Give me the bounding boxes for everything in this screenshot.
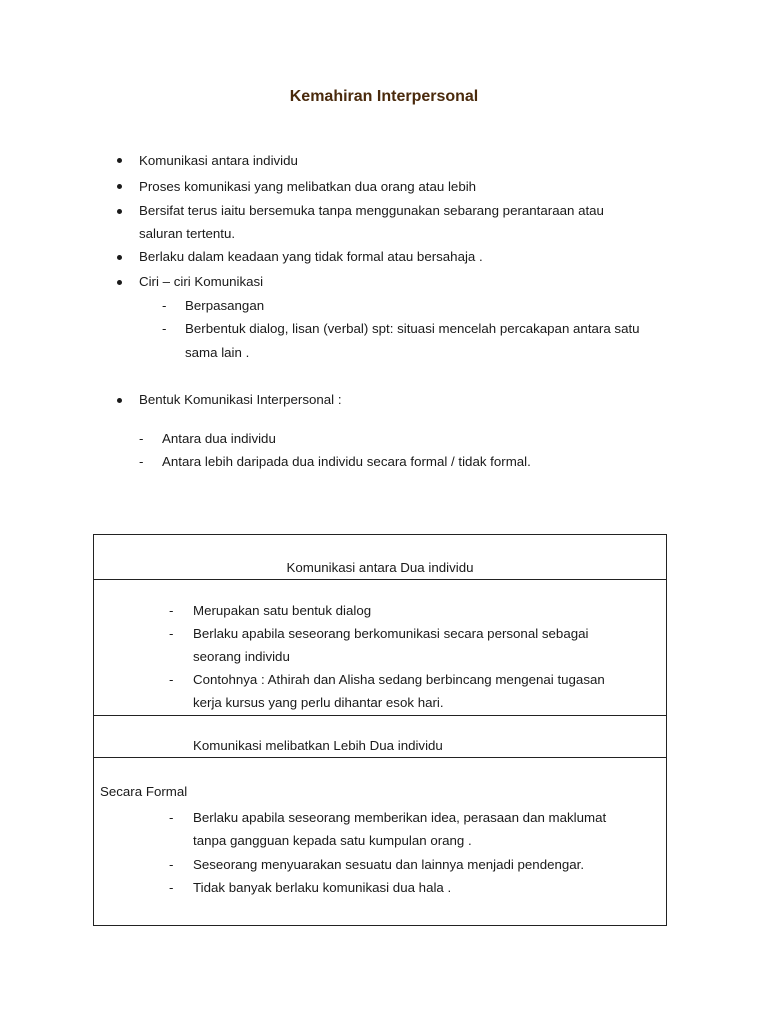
bullet-icon (117, 209, 122, 214)
table-divider (93, 715, 667, 716)
list-item: Komunikasi antara individu (139, 153, 298, 168)
bullet-icon (117, 255, 122, 260)
dash-marker: - (169, 603, 174, 618)
dash-marker: - (162, 321, 167, 336)
table-divider (93, 757, 667, 758)
list-item-continuation: saluran tertentu. (139, 226, 236, 241)
dash-marker: - (169, 626, 174, 641)
bullet-icon (117, 184, 122, 189)
list-item: Proses komunikasi yang melibatkan dua orang atau lebih (139, 179, 477, 194)
list-item: Berlaku dalam keadaan yang tidak formal atau bersahaja . (139, 249, 483, 264)
dash-marker: - (169, 880, 174, 895)
dash-marker: - (169, 857, 174, 872)
section1-item-continuation: seorang individu (193, 649, 290, 664)
dash-marker: - (162, 298, 167, 313)
section2-item: Tidak banyak berlaku komunikasi dua hala . (193, 880, 452, 895)
dash-marker: - (139, 454, 144, 469)
section1-item: Merupakan satu bentuk dialog (193, 603, 372, 618)
dash-marker: - (169, 672, 174, 687)
section2-item: Seseorang menyuarakan sesuatu dan lainnya menjadi pendengar. (193, 857, 585, 872)
section2-header: Komunikasi melibatkan Lebih Dua individu (193, 738, 443, 753)
section2-item: Berlaku apabila seseorang memberikan idea, perasaan dan maklumat (193, 810, 607, 825)
section2-item-continuation: tanpa gangguan kepada satu kumpulan orang . (193, 833, 472, 848)
sub-item: Berpasangan (185, 298, 265, 313)
sub-item-continuation: sama lain . (185, 345, 250, 360)
section1-item: Contohnya : Athirah dan Alisha sedang berbincang mengenai tugasan (193, 672, 605, 687)
table-divider (93, 579, 667, 580)
bentuk-item: Antara dua individu (162, 431, 276, 446)
bentuk-heading: Bentuk Komunikasi Interpersonal : (139, 392, 342, 407)
bentuk-item: Antara lebih daripada dua individu secara formal / tidak formal. (162, 454, 531, 469)
section2-subheading: Secara Formal (100, 784, 188, 799)
bullet-icon (117, 158, 122, 163)
dash-marker: - (169, 810, 174, 825)
section1-item-continuation: kerja kursus yang perlu dihantar esok hari. (193, 695, 444, 710)
bullet-icon (117, 280, 122, 285)
list-item: Ciri – ciri Komunikasi (139, 274, 264, 289)
section1-header: Komunikasi antara Dua individu (286, 560, 474, 575)
document-title: Kemahiran Interpersonal (289, 88, 479, 105)
bullet-icon (117, 398, 122, 403)
section1-item: Berlaku apabila seseorang berkomunikasi secara personal sebagai (193, 626, 589, 641)
sub-item: Berbentuk dialog, lisan (verbal) spt: situasi mencelah percakapan antara satu (185, 321, 640, 336)
list-item: Bersifat terus iaitu bersemuka tanpa menggunakan sebarang perantaraan atau (139, 203, 604, 218)
dash-marker: - (139, 431, 144, 446)
